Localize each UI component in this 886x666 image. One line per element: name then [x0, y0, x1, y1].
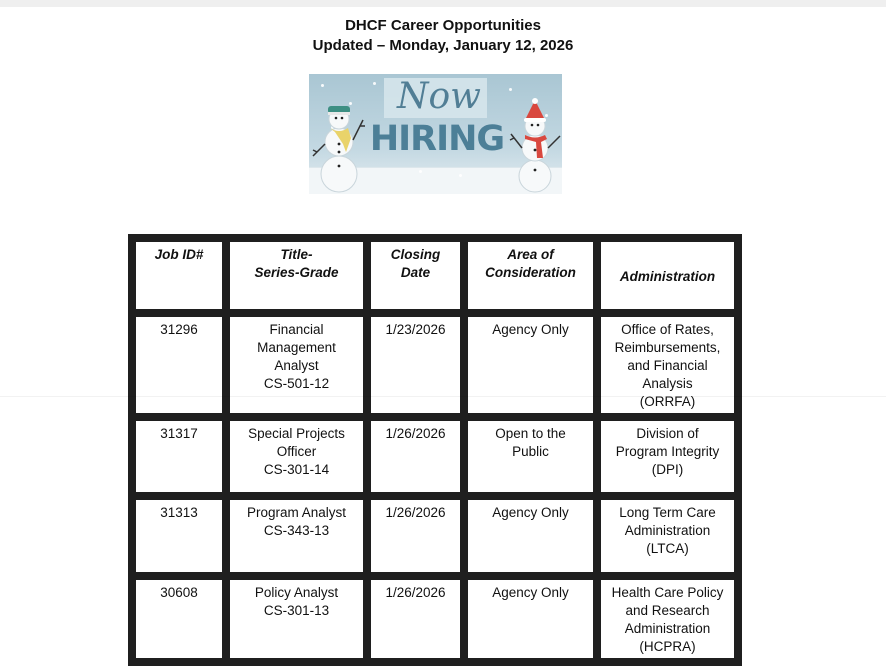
job-id-cell: 31313 — [136, 500, 222, 572]
administration-cell: Long Term Care Administration (LTCA) — [601, 500, 734, 572]
snowman-left-icon — [311, 104, 367, 194]
page-header — [0, 16, 886, 56]
table-row — [136, 500, 734, 572]
snowflake-icon — [419, 170, 422, 173]
closing-date-cell: 1/26/2026 — [371, 580, 460, 658]
title-cell: Policy Analyst CS-301-13 — [230, 580, 363, 658]
area-cell: Open to the Public — [468, 421, 593, 492]
now-hiring-banner — [309, 74, 562, 194]
job-id-cell: 31317 — [136, 421, 222, 492]
area-cell: Agency Only — [468, 500, 593, 572]
table-row — [136, 421, 734, 492]
administration-cell: Division of Program Integrity (DPI) — [601, 421, 734, 492]
table-row — [136, 317, 734, 413]
title-cell: Special Projects Officer CS-301-14 — [230, 421, 363, 492]
job-listings-table — [128, 234, 742, 666]
administration-cell: Office of Rates, Reimbursements, and Financial Analysis (ORRFA) — [601, 317, 734, 413]
snowflake-icon — [459, 174, 462, 177]
header-closing-date: Closing Date — [371, 242, 460, 309]
header-title: Title- Series-Grade — [230, 242, 363, 309]
area-cell: Agency Only — [468, 317, 593, 413]
page-divider — [0, 396, 886, 397]
snowflake-icon — [321, 84, 324, 87]
title-cell: Program Analyst CS-343-13 — [230, 500, 363, 572]
hiring-text: HIRING — [369, 119, 505, 159]
page-title: DHCF Career Opportunities — [345, 17, 541, 34]
snowflake-icon — [373, 82, 376, 85]
closing-date-cell: 1/26/2026 — [371, 500, 460, 572]
job-id-cell: 31296 — [136, 317, 222, 413]
table-row — [136, 580, 734, 658]
top-strip — [0, 0, 886, 7]
updated-date: Updated – Monday, January 12, 2026 — [312, 37, 574, 54]
administration-cell: Health Care Policy and Research Administration (HCPRA) — [601, 580, 734, 658]
job-id-cell: 30608 — [136, 580, 222, 658]
snowman-right-icon — [507, 98, 562, 194]
header-administration: Administration — [601, 242, 734, 309]
header-area: Area of Consideration — [468, 242, 593, 309]
now-text: Now — [397, 76, 481, 117]
title-cell: Financial Management Analyst CS-501-12 — [230, 317, 363, 413]
closing-date-cell: 1/26/2026 — [371, 421, 460, 492]
snowflake-icon — [509, 88, 512, 91]
area-cell: Agency Only — [468, 580, 593, 658]
closing-date-cell: 1/23/2026 — [371, 317, 460, 413]
header-job-id: Job ID# — [136, 242, 222, 309]
table-header-row — [136, 242, 734, 309]
